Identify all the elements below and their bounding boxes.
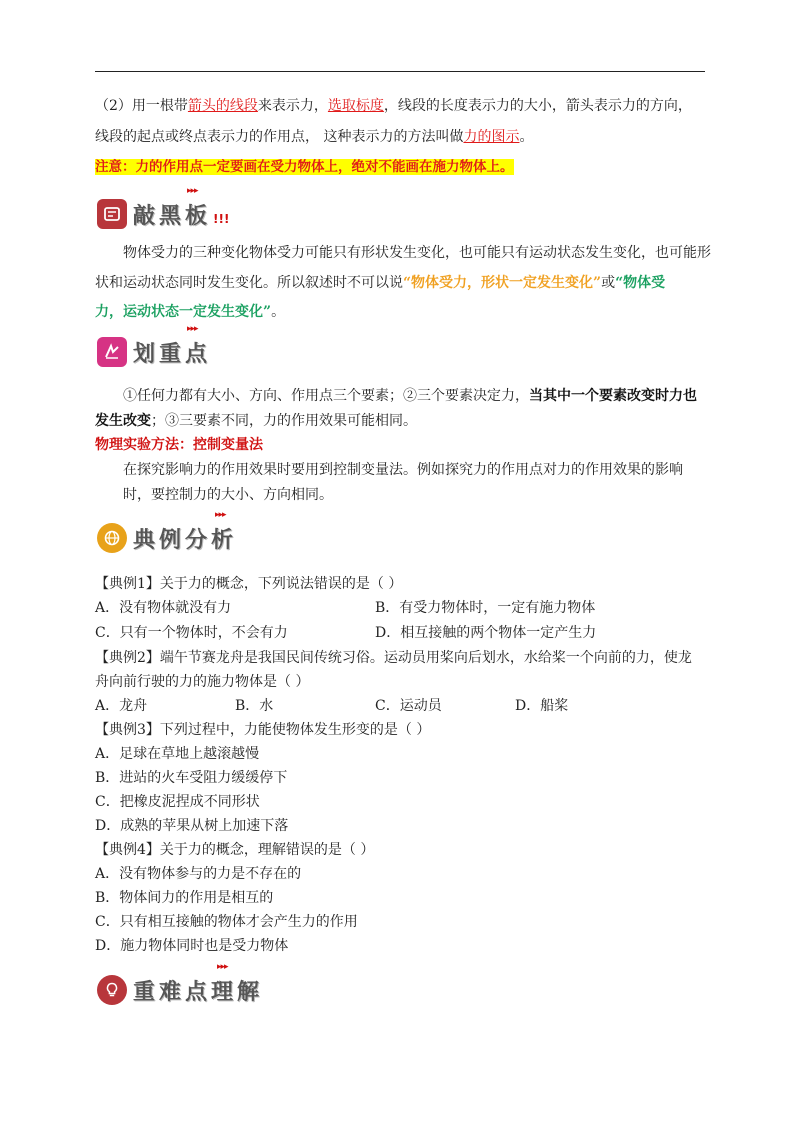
example3-option-c: C．把橡皮泥捏成不同形状 [95, 794, 260, 810]
key-line4: 在探究影响力的作用效果时要用到控制变量法。例如探究力的作用点对力的作用效果的影响 [123, 462, 683, 478]
blank-scale: 选取标度 [327, 98, 384, 114]
note-highlight: 注意：力的作用点一定要画在受力物体上，绝对不能画在施力物体上。 [95, 159, 514, 175]
section-title: 重难点理解 [133, 980, 264, 1005]
board-line2: 状和运动状态同时发生变化。所以叙述时不可以说“物体受力，形状一定发生变化”或“物体受 [95, 275, 666, 291]
example3-question: 【典例3】下列过程中，力能使物体发生形变的是（ ） [95, 722, 431, 738]
para-force-diagram-line2: 线段的起点或终点表示力的作用点， 这种表示力的方法叫做力的图示。 [95, 129, 534, 145]
method-title: 物理实验方法：控制变量法 [95, 437, 263, 453]
example2-option-a: A．龙舟 [95, 698, 148, 714]
arrows-icon: ▸▸▸ [187, 186, 198, 196]
example2-option-c: C．运动员 [375, 698, 442, 714]
example1-option-d: D．相互接触的两个物体一定产生力 [375, 625, 597, 641]
lightbulb-icon [97, 975, 127, 1005]
key-line1: ①任何力都有大小、方向、作用点三个要素；②三个要素决定力，当其中一个要素改变时力也 [123, 388, 697, 404]
key-line2: 发生改变；③三要素不同，力的作用效果可能相同。 [95, 413, 417, 429]
arrows-icon: ▸▸▸ [215, 510, 226, 520]
example1-question: 【典例1】关于力的概念，下列说法错误的是（ ） [95, 576, 403, 592]
example2-question-line2: 舟向前行驶的力的施力物体是（ ） [95, 674, 310, 690]
highlight-icon [97, 337, 127, 367]
example3-option-a: A．足球在草地上越滚越慢 [95, 746, 260, 762]
example4-question: 【典例4】关于力的概念，理解错误的是（ ） [95, 842, 375, 858]
section-title: 典例分析 [133, 528, 238, 553]
blank-arrow-segment: 箭头的线段 [187, 98, 258, 114]
example1-option-c: C．只有一个物体时，不会有力 [95, 625, 288, 641]
board-icon [97, 199, 127, 229]
example4-option-d: D．施力物体同时也是受力物体 [95, 938, 289, 954]
example3-option-b: B．进站的火车受阻力缓缓停下 [95, 770, 288, 786]
board-line1: 物体受力的三种变化物体受力可能只有形状发生变化，也可能只有运动状态发生变化，也可能形 [123, 245, 711, 261]
example2-question-line1: 【典例2】端午节赛龙舟是我国民间传统习俗。运动员用桨向后划水，水给桨一个向前的力，使龙 [95, 650, 692, 666]
arrows-icon: ▸▸▸ [217, 962, 228, 972]
example4-option-a: A．没有物体参与的力是不存在的 [95, 866, 302, 882]
note-line [95, 156, 715, 178]
example1-option-a: A．没有物体就没有力 [95, 600, 232, 616]
example2-option-b: B．水 [235, 698, 274, 714]
board-line3: 力，运动状态一定发生变化”。 [95, 304, 286, 320]
para-force-diagram-line1: （2）用一根带箭头的线段来表示力，选取标度，线段的长度表示力的大小，箭头表示力的方向， [95, 98, 692, 114]
example2-option-d: D．船桨 [515, 698, 569, 714]
example4-option-c: C．只有相互接触的物体才会产生力的作用 [95, 914, 358, 930]
section-title: 敲黑板 !!! [133, 204, 230, 229]
globe-icon [97, 523, 127, 553]
example3-option-d: D．成熟的苹果从树上加速下落 [95, 818, 289, 834]
example1-option-b: B．有受力物体时，一定有施力物体 [375, 600, 596, 616]
arrows-icon: ▸▸▸ [187, 324, 198, 334]
section-title: 划重点 [133, 342, 212, 367]
header-rule [95, 71, 705, 72]
key-line5: 时，要控制力的大小、方向相同。 [123, 487, 333, 503]
blank-force-diagram: 力的图示 [463, 129, 520, 145]
example4-option-b: B．物体间力的作用是相互的 [95, 890, 274, 906]
